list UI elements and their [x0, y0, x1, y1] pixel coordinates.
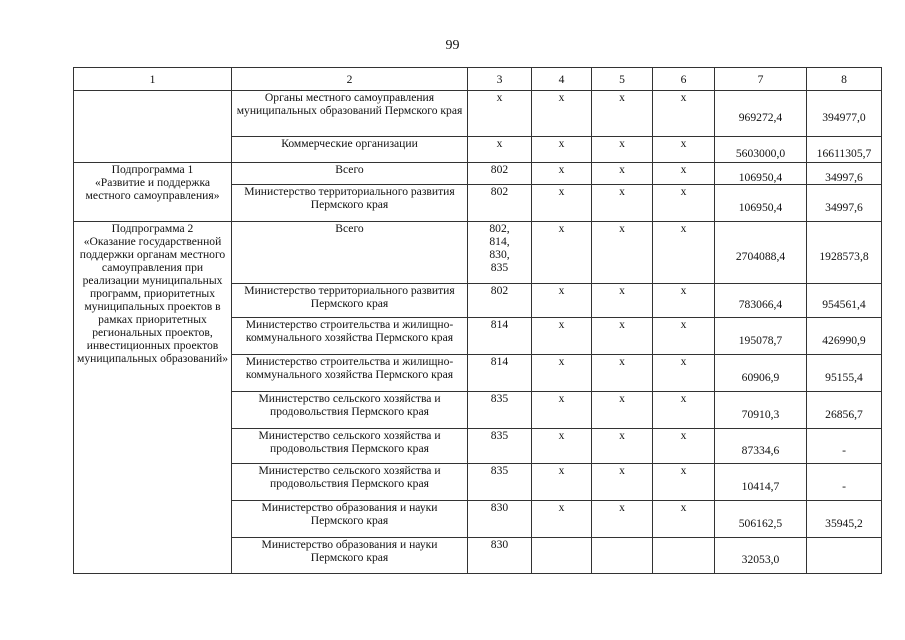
x-cell: х [653, 91, 715, 137]
amount-cell-col7 [715, 355, 807, 392]
x-cell: х [532, 429, 592, 464]
x-cell: х [653, 163, 715, 185]
column-header: 5 [592, 68, 653, 91]
x-cell: х [653, 464, 715, 501]
x-cell: х [653, 185, 715, 222]
x-cell: х [592, 185, 653, 222]
amount-value: 783066,4 [738, 298, 783, 311]
x-cell: х [653, 222, 715, 284]
amount-value: 70910,3 [741, 407, 780, 421]
code-cell: х [468, 137, 532, 163]
x-cell: х [532, 355, 592, 392]
amount-cell-col7 [715, 137, 807, 163]
amount-value: 954561,4 [822, 298, 866, 311]
column-header: 2 [232, 68, 468, 91]
amount-cell-col8 [807, 318, 882, 355]
table-row [74, 91, 882, 137]
column-header: 1 [74, 68, 232, 91]
amount-value: 195078,7 [738, 333, 783, 347]
code-cell: 835 [468, 392, 532, 429]
amount-cell-col7 [715, 91, 807, 137]
amount-cell-col8 [807, 222, 882, 284]
recipient-cell: Министерство сельского хозяйства и продовольствия Пермского края [232, 464, 468, 501]
recipient-cell: Министерство территориального развития Пермского края [232, 185, 468, 222]
table-row [74, 222, 882, 284]
amount-value: 1928573,8 [819, 250, 869, 263]
header-row [74, 68, 882, 91]
amount-value: 34997,6 [825, 200, 863, 214]
code-cell: х [468, 91, 532, 137]
amount-cell-col8 [807, 163, 882, 185]
x-cell: х [532, 464, 592, 501]
code-cell: 835 [468, 429, 532, 464]
amount-value: 10414,7 [741, 479, 780, 493]
amount-value: 506162,5 [738, 516, 783, 530]
x-cell: х [592, 501, 653, 538]
amount-cell-col8 [807, 91, 882, 137]
subprogram-cell: Подпрограмма 2 «Оказание государственной поддержки органам местного самоуправления при реализации муниципальных программ, приоритетных муниципальных проектов в рамках приоритетных региональных проектов, инвестиционных проектов муниципальных образований» [74, 222, 232, 574]
recipient-cell: Коммерческие организации [232, 137, 468, 163]
amount-value: 35945,2 [825, 516, 863, 530]
x-cell: х [592, 163, 653, 185]
amount-cell-col7 [715, 284, 807, 318]
subprogram-cell: Подпрограмма 1 «Развитие и поддержка местного самоуправления» [74, 163, 232, 222]
code-cell: 814 [468, 318, 532, 355]
x-cell: х [532, 163, 592, 185]
amount-value: 2704088,4 [735, 250, 786, 263]
amount-value: 26856,7 [825, 407, 863, 421]
amount-cell-col7 [715, 318, 807, 355]
amount-cell-col8 [807, 284, 882, 318]
x-cell: х [592, 318, 653, 355]
x-cell [653, 538, 715, 574]
amount-value: 106950,4 [738, 171, 783, 184]
recipient-cell: Министерство территориального развития Пермского края [232, 284, 468, 318]
x-cell: х [653, 392, 715, 429]
recipient-cell: Органы местного самоуправления муниципальных образований Пермского края [232, 91, 468, 137]
subprogram-cell [74, 91, 232, 163]
amount-cell-col7 [715, 501, 807, 538]
recipient-cell: Министерство сельского хозяйства и продовольствия Пермского края [232, 429, 468, 464]
amount-value: 34997,6 [825, 171, 863, 184]
budget-table [73, 67, 882, 574]
amount-cell-col7 [715, 222, 807, 284]
recipient-cell: Министерство сельского хозяйства и продовольствия Пермского края [232, 392, 468, 429]
x-cell: х [592, 137, 653, 163]
x-cell: х [592, 464, 653, 501]
column-header: 7 [715, 68, 807, 91]
column-header: 8 [807, 68, 882, 91]
amount-cell-col8 [807, 429, 882, 464]
code-cell: 802 [468, 284, 532, 318]
x-cell: х [592, 355, 653, 392]
amount-cell-col7 [715, 185, 807, 222]
amount-value: 426990,9 [822, 333, 866, 347]
x-cell [532, 538, 592, 574]
amount-cell-col8 [807, 137, 882, 163]
recipient-cell: Министерство образования и науки Пермского края [232, 538, 468, 574]
code-cell: 814 [468, 355, 532, 392]
column-header: 4 [532, 68, 592, 91]
recipient-cell: Всего [232, 163, 468, 185]
x-cell: х [592, 284, 653, 318]
amount-cell-col7 [715, 538, 807, 574]
page-number: 99 [445, 38, 460, 53]
recipient-cell: Министерство образования и науки Пермского края [232, 501, 468, 538]
amount-cell-col7 [715, 392, 807, 429]
x-cell: х [592, 392, 653, 429]
x-cell: х [532, 392, 592, 429]
amount-value: 32053,0 [741, 553, 780, 566]
code-cell: 802, 814, 830, 835 [468, 222, 532, 284]
amount-value: - [842, 443, 846, 457]
x-cell: х [653, 501, 715, 538]
amount-cell-col7 [715, 464, 807, 501]
column-header: 3 [468, 68, 532, 91]
x-cell: х [592, 429, 653, 464]
amount-cell-col8 [807, 538, 882, 574]
x-cell: х [653, 318, 715, 355]
x-cell: х [653, 429, 715, 464]
amount-cell-col8 [807, 392, 882, 429]
x-cell: х [532, 185, 592, 222]
recipient-cell: Министерство строительства и жилищно-коммунального хозяйства Пермского края [232, 318, 468, 355]
amount-cell-col7 [715, 163, 807, 185]
amount-value: 969272,4 [738, 111, 783, 124]
x-cell: х [653, 284, 715, 318]
amount-value: - [842, 479, 846, 493]
x-cell: х [532, 318, 592, 355]
amount-cell-col8 [807, 501, 882, 538]
amount-value: 87334,6 [741, 443, 780, 457]
amount-value: 5603000,0 [735, 147, 786, 160]
amount-value: 60906,9 [741, 370, 780, 384]
x-cell: х [532, 501, 592, 538]
x-cell: х [532, 284, 592, 318]
amount-value: 394977,0 [822, 111, 866, 124]
x-cell: х [532, 137, 592, 163]
amount-cell-col8 [807, 355, 882, 392]
x-cell: х [592, 91, 653, 137]
amount-value: 106950,4 [738, 200, 783, 214]
x-cell [592, 538, 653, 574]
amount-value: 95155,4 [825, 370, 863, 384]
recipient-cell: Всего [232, 222, 468, 284]
recipient-cell: Министерство строительства и жилищно-коммунального хозяйства Пермского края [232, 355, 468, 392]
x-cell: х [532, 222, 592, 284]
x-cell: х [653, 137, 715, 163]
table-row [74, 163, 882, 185]
code-cell: 802 [468, 185, 532, 222]
amount-cell-col7 [715, 429, 807, 464]
x-cell: х [532, 91, 592, 137]
x-cell: х [653, 355, 715, 392]
amount-cell-col8 [807, 464, 882, 501]
code-cell: 802 [468, 163, 532, 185]
column-header: 6 [653, 68, 715, 91]
code-cell: 835 [468, 464, 532, 501]
amount-cell-col8 [807, 185, 882, 222]
amount-value: 16611305,7 [816, 147, 872, 160]
code-cell: 830 [468, 501, 532, 538]
code-cell: 830 [468, 538, 532, 574]
x-cell: х [592, 222, 653, 284]
